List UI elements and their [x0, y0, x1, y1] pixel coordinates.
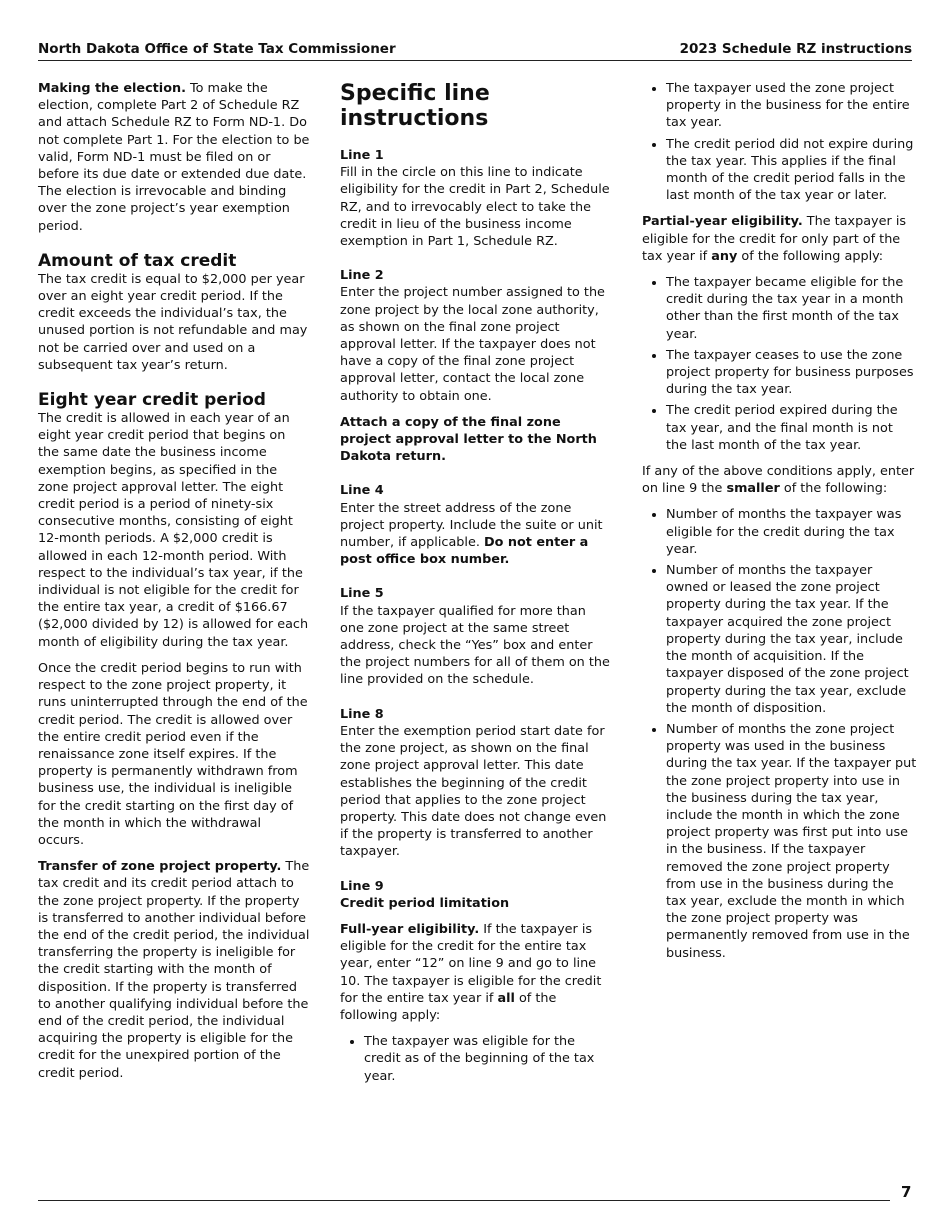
- smaller-text: If any of the above conditions apply, enter on line 9 the: [642, 464, 915, 497]
- line5-label: Line 5: [340, 586, 384, 602]
- amount-paragraph: The tax credit is equal to $2,000 per year over an eight year credit period. If the credit exceeds the individual’s tax, the unused portion is not refundable and may not be carried over and used on a subsequent tax year’s return.: [38, 271, 308, 373]
- line2-block: [340, 267, 612, 405]
- list-item: • The credit period did not expire during the tax year. This applies if the final month of the credit period falls in the last month of the tax year or later.: [666, 136, 917, 205]
- page-number: 7: [901, 1183, 912, 1201]
- making-election-paragraph: [38, 80, 310, 235]
- making-election-lead: Making the election.: [38, 81, 186, 96]
- column-3: [642, 80, 917, 971]
- eight-year-heading: Eight year credit period: [38, 390, 266, 411]
- line2-text: Enter the project number assigned to the zone project by the local zone authority, as shown on the final zone project approval letter. If the taxpayer does not have a copy of the final zone project approval letter, contact the local zone authority to obtain one.: [340, 285, 605, 404]
- line4-bold: Do not enter a post office box number.: [340, 535, 589, 568]
- full-year-paragraph: [340, 921, 612, 1024]
- list-item: • Number of months the taxpayer owned or leased the zone project property during the tax year. If the taxpayer acquired the zone project property during the tax year, include the month of acquisition. If the taxpayer disposed of the zone project property during the tax year, exclude the month of disposition.: [666, 562, 917, 717]
- smaller-bold: smaller: [726, 481, 780, 497]
- line1-block: [340, 147, 612, 250]
- making-election-text: To make the election, complete Part 2 of Schedule RZ and attach Schedule RZ to Form ND-1. Do not complete Part 1. For the election to be valid, Form ND-1 must be filed on or before its due date or extended due date. The election is irrevocable and binding over the zone project’s year exemption period.: [38, 81, 310, 234]
- full-year-list-continued: [642, 80, 917, 204]
- list-item: • The taxpayer used the zone project property in the business for the entire tax year.: [666, 80, 917, 132]
- column-1: [38, 80, 310, 1091]
- partial-year-text: The taxpayer is eligible for the credit for only part of the tax year if: [642, 214, 907, 264]
- line1-text: Fill in the circle on this line to indicate eligibility for the credit in Part 2, Schedule RZ, and to irrevocably elect to take the credit in lieu of the business income exemption in Part 1, Schedule RZ.: [340, 165, 610, 250]
- attach-note: [340, 414, 612, 466]
- partial-year-list: [642, 274, 917, 454]
- full-year-all: all: [497, 990, 515, 1006]
- list-item: • The taxpayer was eligible for the credit as of the beginning of the tax year.: [364, 1033, 612, 1085]
- line9-label: Line 9: [340, 878, 384, 894]
- list-item: • The taxpayer became eligible for the credit during the tax year in a month other than the first month of the tax year.: [666, 274, 917, 343]
- partial-year-tail: of the following apply:: [737, 248, 884, 264]
- transfer-text: The tax credit and its credit period attach to the zone project property. If the property is transferred to another individual before the end of the credit period, the individual transferring the property is ineligible for the credit starting with the month of disposition. If the property is transferred to another qualifying individual before the end of the credit period, the individual acquiring the property is eligible for the credit for the unexpired portion of the credit period.: [38, 859, 310, 1081]
- full-year-lead: Full-year eligibility.: [340, 921, 480, 937]
- agency-name: North Dakota Office of State Tax Commissioner: [38, 41, 396, 57]
- line9-block: [340, 878, 612, 912]
- list-item: • The credit period expired during the tax year, and the final month is not the last month of the tax year.: [666, 402, 917, 454]
- line9-subheading: Credit period limitation: [340, 895, 510, 911]
- column-2: [340, 80, 612, 1094]
- list-item: • The taxpayer ceases to use the zone project property for business purposes during the tax year.: [666, 347, 917, 399]
- smaller-tail: of the following:: [779, 481, 888, 497]
- line8-label: Line 8: [340, 706, 384, 722]
- specific-line-heading: Specific line instructions: [340, 81, 490, 131]
- partial-year-paragraph: [642, 213, 917, 265]
- full-year-list: [340, 1033, 612, 1085]
- transfer-lead: Transfer of zone project property.: [38, 859, 282, 875]
- list-item: • Number of months the zone project property was used in the business during the tax year. If the taxpayer put the zone project property into use in the business during the tax year, include the month in which the zone project property was first put into use in the business. If the taxpayer removed the zone project property from use in the business during the tax year, exclude the month in which the zone project property was permanently removed from use in the business.: [666, 721, 917, 962]
- transfer-paragraph: [38, 858, 310, 1082]
- full-year-tail: of the following apply:: [340, 990, 557, 1023]
- line4-text: Enter the street address of the zone project property. Include the suite or unit number, if applicable.: [340, 500, 603, 551]
- line8-text: Enter the exemption period start date for the zone project, as shown on the final zone project approval letter. This date establishes the beginning of the credit period that applies to the zone project property. This date does not change even if the property is transferred to another taxpayer.: [340, 723, 607, 860]
- line4-label: Line 4: [340, 483, 384, 499]
- partial-year-lead: Partial-year eligibility.: [642, 214, 803, 230]
- attach-text: Attach a copy of the final zone project approval letter to the North Dakota return.: [340, 414, 597, 465]
- full-year-text: If the taxpayer is eligible for the credit for the entire tax year, enter “12” on line 9 and go to line 10. The taxpayer is eligible for the credit for the entire tax year if: [340, 921, 602, 1006]
- list-item: • Number of months the taxpayer was eligible for the credit during the tax year.: [666, 506, 917, 558]
- line4-block: [340, 482, 612, 568]
- line2-label: Line 2: [340, 268, 384, 284]
- line5-text: If the taxpayer qualified for more than one zone project at the same street address, check the “Yes” box and enter the project numbers for all of them on the line provided on the schedule.: [340, 603, 610, 688]
- line1-label: Line 1: [340, 148, 384, 163]
- line8-block: [340, 706, 612, 861]
- footer-rule: [38, 1200, 890, 1201]
- partial-year-any: any: [711, 248, 738, 264]
- smaller-list: [642, 506, 917, 961]
- page-header: [38, 40, 912, 61]
- line5-block: [340, 585, 612, 688]
- document-title: 2023 Schedule RZ instructions: [679, 41, 912, 57]
- eight-year-paragraph: The credit is allowed in each year of an eight year credit period that begins on the same date the business income exemption begins, as specified in the zone project approval letter. The eight credit period is a period of ninety-six consecutive months, consisting of eight 12-month periods. A $2,000 credit is allowed in each 12-month period. With respect to the individual’s tax year, if the individual is not eligible for the credit for the entire tax year, a credit of $166.67 ($2,000 divided by 12) is allowed for each month of eligibility during the tax year.: [38, 411, 309, 650]
- once-paragraph: Once the credit period begins to run with respect to the zone project property, it runs uninterrupted through the end of the credit period. The credit is allowed over the entire credit period even if the renaissance zone itself expires. If the property is permanently withdrawn from business use, the individual is ineligible for the credit starting on the first day of the month in which the withdrawal occurs.: [38, 660, 308, 848]
- smaller-paragraph: [642, 463, 917, 497]
- amount-heading: Amount of tax credit: [38, 250, 237, 271]
